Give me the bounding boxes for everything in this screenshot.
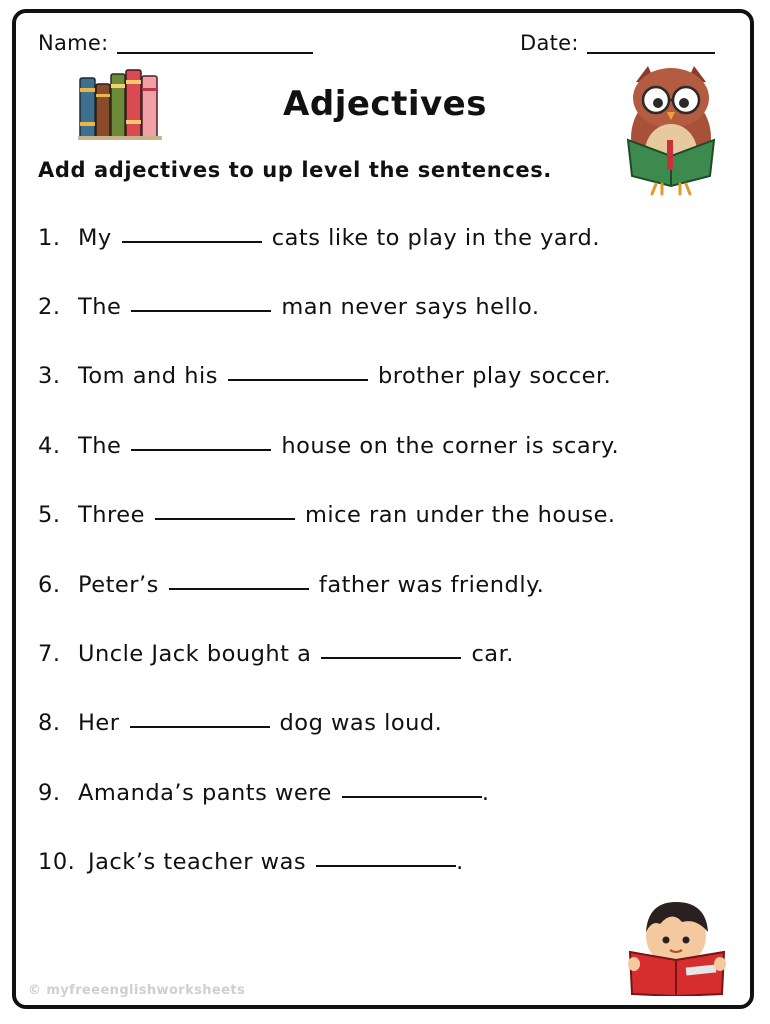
sentence-before: Amanda’s pants were bbox=[78, 780, 332, 806]
sentence-after: house on the corner is scary. bbox=[281, 433, 620, 459]
instruction-text: Add adjectives to up level the sentences. bbox=[38, 158, 552, 182]
sentence-number: 7. bbox=[38, 641, 61, 667]
sentence-number: 4. bbox=[38, 433, 61, 459]
sentence-4 bbox=[38, 433, 619, 467]
boy-reading-icon bbox=[626, 896, 730, 996]
sentence-2 bbox=[38, 294, 539, 328]
sentence-after: father was friendly. bbox=[318, 572, 545, 598]
name-label: Name: bbox=[38, 31, 109, 55]
sentence-5 bbox=[38, 502, 616, 536]
sentence-before: My bbox=[78, 225, 112, 251]
answer-blank[interactable] bbox=[342, 782, 482, 798]
sentence-after: . bbox=[456, 849, 464, 875]
date-label: Date: bbox=[520, 31, 579, 55]
sentence-after: man never says hello. bbox=[281, 294, 540, 320]
sentence-number: 5. bbox=[38, 502, 61, 528]
sentence-before: Uncle Jack bought a bbox=[78, 641, 312, 667]
sentence-1 bbox=[38, 225, 600, 259]
date-line[interactable] bbox=[587, 34, 715, 54]
name-field bbox=[38, 31, 313, 55]
sentence-before: Her bbox=[78, 710, 120, 736]
sentence-number: 6. bbox=[38, 572, 61, 598]
answer-blank[interactable] bbox=[155, 504, 295, 520]
answer-blank[interactable] bbox=[122, 227, 262, 243]
sentence-9 bbox=[38, 780, 489, 814]
answer-blank[interactable] bbox=[131, 435, 271, 451]
sentence-before: Three bbox=[78, 502, 145, 528]
sentence-before: Peter’s bbox=[78, 572, 159, 598]
sentence-before: The bbox=[78, 294, 122, 320]
sentence-6 bbox=[38, 572, 544, 606]
sentence-after: dog was loud. bbox=[279, 710, 443, 736]
sentence-after: mice ran under the house. bbox=[304, 502, 616, 528]
sentence-number: 10. bbox=[38, 849, 76, 875]
sentence-number: 2. bbox=[38, 294, 61, 320]
sentence-number: 9. bbox=[38, 780, 61, 806]
sentence-after: car. bbox=[471, 641, 514, 667]
owl-reading-icon bbox=[622, 60, 720, 196]
answer-blank[interactable] bbox=[169, 574, 309, 590]
sentence-7 bbox=[38, 641, 514, 675]
sentence-after: cats like to play in the yard. bbox=[271, 225, 600, 251]
answer-blank[interactable] bbox=[130, 712, 270, 728]
answer-blank[interactable] bbox=[316, 851, 456, 867]
sentence-number: 3. bbox=[38, 363, 61, 389]
sentence-after: . bbox=[481, 780, 490, 806]
page-title: Adjectives bbox=[283, 84, 487, 124]
name-line[interactable] bbox=[117, 34, 313, 54]
sentence-number: 1. bbox=[38, 225, 61, 251]
sentence-before: The bbox=[78, 433, 122, 459]
sentence-number: 8. bbox=[38, 710, 61, 736]
sentence-10 bbox=[38, 849, 464, 883]
sentence-8 bbox=[38, 710, 442, 744]
sentence-before: Jack’s teacher was bbox=[88, 849, 307, 875]
watermark: © myfreeenglishworksheets bbox=[28, 983, 246, 998]
answer-blank[interactable] bbox=[228, 365, 368, 381]
sentence-after: brother play soccer. bbox=[377, 363, 612, 389]
sentence-3 bbox=[38, 363, 611, 397]
sentence-before: Tom and his bbox=[78, 363, 218, 389]
answer-blank[interactable] bbox=[321, 643, 461, 659]
answer-blank[interactable] bbox=[131, 296, 271, 312]
date-field bbox=[520, 31, 715, 55]
